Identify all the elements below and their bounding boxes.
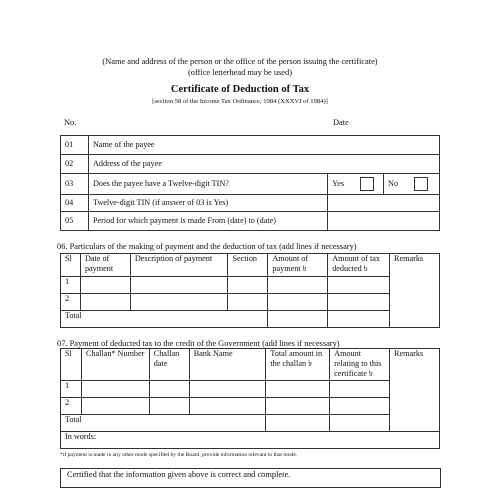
tin-field[interactable] (328, 195, 440, 212)
table-row (61, 174, 440, 195)
payee-address-field[interactable] (88, 155, 439, 174)
period-field[interactable] (328, 212, 440, 231)
row-number: 02 (61, 155, 89, 174)
letterhead-note: (office letterhead may be used) (187, 68, 293, 77)
field-label: Name of the payee (92, 140, 155, 149)
table-cell[interactable] (149, 398, 189, 415)
column-header: Amount of tax deducted ৳ (328, 254, 390, 277)
column-header: Date of payment (80, 254, 130, 277)
column-header: Sl (61, 254, 81, 277)
certification-text: Certified that the information given above is correct and complete. (67, 470, 291, 479)
total-cell[interactable] (328, 311, 390, 328)
table-row (61, 136, 440, 155)
total-cell[interactable] (268, 311, 328, 328)
total-cell[interactable] (266, 415, 330, 432)
yes-checkbox[interactable] (360, 177, 374, 191)
certificate-number-label: No. (64, 118, 77, 127)
table-row (61, 212, 440, 231)
row-number: 1 (61, 277, 81, 294)
section-07-heading: 07. Payment of deducted tax to the credit of the Government (add lines if necessary) (57, 339, 340, 348)
table-row (61, 432, 440, 449)
total-cell[interactable] (330, 415, 390, 432)
row-number: 1 (61, 381, 82, 398)
challan-table (60, 348, 440, 449)
table-cell[interactable] (130, 294, 228, 311)
no-option[interactable] (384, 174, 440, 195)
page-subtitle: [section 58 of the Income Tax Ordinance, 1984 (XXXVI of 1984)] (152, 98, 328, 105)
table-row (61, 277, 440, 294)
table-row (61, 195, 440, 212)
table-cell[interactable] (80, 294, 130, 311)
yes-option[interactable] (328, 174, 384, 195)
row-number: 2 (61, 398, 82, 415)
table-row (61, 155, 440, 174)
payee-table (60, 135, 440, 231)
column-header: Section (228, 254, 268, 277)
column-header: Bank Name (189, 349, 266, 381)
certificate-date-label: Date (333, 118, 349, 127)
table-row (61, 381, 440, 398)
row-number: 2 (61, 294, 81, 311)
table-cell[interactable] (81, 381, 149, 398)
table-cell[interactable] (81, 398, 149, 415)
table-cell[interactable] (328, 277, 390, 294)
row-number: 05 (61, 212, 89, 231)
payee-name-field[interactable] (88, 136, 439, 155)
in-words-label: In words: (65, 432, 97, 441)
table-cell[interactable] (80, 277, 130, 294)
certification-box (60, 468, 441, 488)
issuer-instruction: (Name and address of the person or the office of the person issuing the certificate) (102, 57, 378, 66)
table-cell[interactable] (268, 294, 328, 311)
table-cell[interactable] (149, 381, 189, 398)
page-title: Certificate of Deduction of Tax (170, 84, 310, 95)
table-cell[interactable] (330, 398, 390, 415)
field-label: Period for which payment is made From (date) to (date) (88, 212, 327, 231)
amount-in-words-field[interactable] (61, 432, 440, 449)
total-label: Total (61, 311, 268, 328)
table-cell[interactable] (189, 398, 266, 415)
table-cell[interactable] (189, 381, 266, 398)
payment-table (60, 253, 440, 328)
row-number: 04 (61, 195, 89, 212)
field-label: Twelve-digit TIN (if answer of 03 is Yes) (88, 195, 327, 212)
column-header: Sl (61, 349, 82, 381)
column-header: Remarks (390, 349, 440, 432)
field-label: Address of the payee (92, 159, 162, 168)
column-header: Challan date (149, 349, 189, 381)
field-label: Does the payee have a Twelve-digit TIN? (88, 174, 327, 195)
table-row (61, 415, 440, 432)
column-header: Description of payment (130, 254, 228, 277)
column-header: Amount of payment ৳ (268, 254, 328, 277)
column-header: Total amount in the challan ৳ (266, 349, 330, 381)
table-cell[interactable] (266, 381, 330, 398)
no-label: No (388, 178, 399, 188)
table-cell[interactable] (228, 277, 268, 294)
row-number: 01 (61, 136, 89, 155)
table-row (61, 398, 440, 415)
table-cell[interactable] (268, 277, 328, 294)
table-cell[interactable] (328, 294, 390, 311)
table-cell[interactable] (130, 277, 228, 294)
table-header-row (61, 349, 440, 381)
column-header: Remarks (390, 254, 440, 328)
section-06-heading: 06. Particulars of the making of payment and the deduction of tax (add lines if necessary) (57, 242, 357, 251)
table-row (61, 294, 440, 311)
yes-label: Yes (332, 178, 345, 188)
column-header: Amount relating to this certificate ৳ (330, 349, 390, 381)
table-cell[interactable] (266, 398, 330, 415)
footnote: *if payment is made in any other mode specified by the Board, provide information relevant to that mode. (60, 452, 298, 458)
total-label: Total (61, 415, 266, 432)
column-header: Challan* Number (81, 349, 149, 381)
table-cell[interactable] (330, 381, 390, 398)
no-checkbox[interactable] (414, 177, 428, 191)
table-header-row (61, 254, 440, 277)
table-row (61, 311, 440, 328)
row-number: 03 (61, 174, 89, 195)
table-cell[interactable] (228, 294, 268, 311)
